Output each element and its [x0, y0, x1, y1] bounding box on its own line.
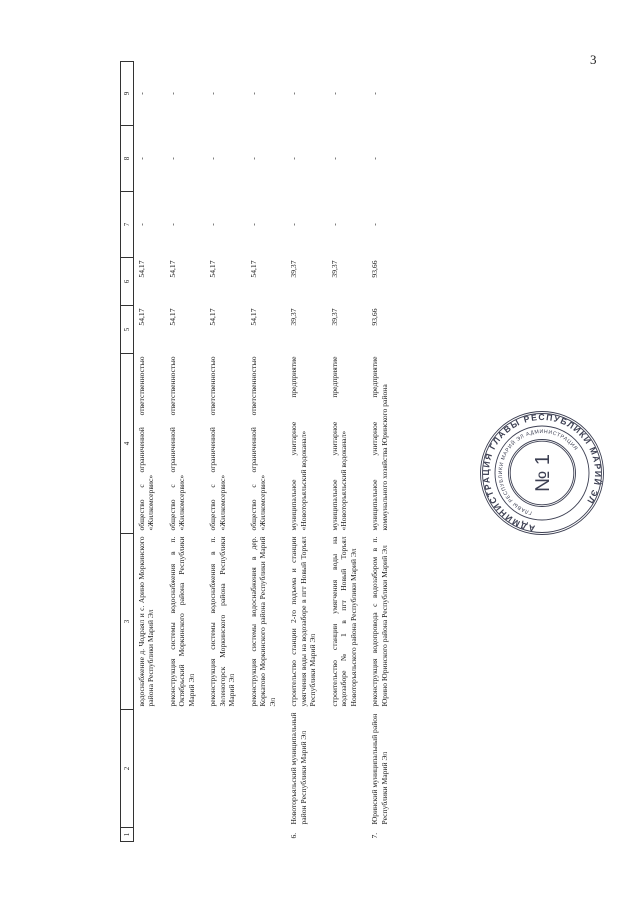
row-number: 6.: [289, 832, 299, 839]
row-number: [246, 828, 286, 842]
value-cell-9: -: [208, 92, 218, 95]
object-cell: реконструкция системы водоснабжения в п. Октябрьский Моркинского района Республики Марий Эл: [167, 536, 196, 707]
value-cell-5: 54,17: [137, 308, 146, 326]
column-number: 5: [121, 306, 134, 354]
operator-cell: муниципальное унитарное предприятие «Новоторъяльский водоканал»: [289, 356, 308, 531]
value-cell-5: 54,17: [167, 308, 177, 326]
value-cell-6: 54,17: [137, 260, 146, 278]
column-number: 4: [121, 354, 134, 534]
object-cell: реконструкция системы водоснабжения в п. Зеленогорск Моркинского района Республики Марий Эл: [208, 536, 237, 707]
official-seal-stamp: [478, 409, 606, 537]
value-cell-6: 54,17: [248, 260, 258, 278]
object-cell: строительство станции 2-го подъема и станции умягчения воды на водозаборе в пгт Новый Торъял Республики Марий Эл: [289, 536, 318, 707]
operator-cell: общество с ограниченной ответственностью «Жилкомсервис»: [208, 356, 227, 531]
value-cell-8: -: [329, 157, 339, 160]
value-cell-7: -: [248, 223, 258, 226]
table-row: [367, 62, 398, 842]
district-cell: [205, 710, 245, 828]
table-row: [205, 62, 245, 842]
column-number: 2: [121, 710, 134, 828]
value-cell-5: 54,17: [208, 308, 218, 326]
value-cell-6: 93,66: [370, 260, 380, 278]
value-cell-8: -: [208, 157, 218, 160]
column-number: 3: [121, 534, 134, 710]
value-cell-5: 39,37: [329, 308, 339, 326]
column-number: 7: [121, 192, 134, 258]
district-cell: [246, 710, 286, 828]
value-cell-9: -: [137, 92, 146, 95]
object-cell: водоснабжение д. Чодраял и с. Арино Моркинского района Республики Марий Эл: [137, 536, 156, 707]
column-number: 8: [121, 126, 134, 192]
value-cell-9: -: [248, 92, 258, 95]
row-number: [165, 828, 205, 842]
page-number: 3: [590, 52, 597, 67]
value-cell-7: -: [329, 223, 339, 226]
operator-cell: муниципальное унитарное предприятие коммунального хозяйства Юринского района: [370, 356, 389, 531]
table-row: [134, 62, 165, 842]
value-cell-7: -: [208, 223, 218, 226]
object-cell: реконструкция водопровода с водозабором в п. Юрино Юринского района Республики Марий Эл: [370, 536, 389, 707]
row-number: [134, 828, 165, 842]
value-cell-8: -: [137, 157, 146, 160]
value-cell-7: -: [167, 223, 177, 226]
column-number: 9: [121, 62, 134, 126]
value-cell-7: -: [289, 223, 299, 226]
value-cell-9: -: [289, 92, 299, 95]
object-cell: строительство станции умягчения воды на водозаборе № 1 в пгт Новый Торъял Новоторъяльского района Республики Марий Эл: [329, 536, 358, 707]
column-number-row: [121, 62, 134, 842]
value-cell-5: 93,66: [370, 308, 380, 326]
value-cell-8: -: [370, 157, 380, 160]
seal-outer-text: АДМИНИСТРАЦИЯ ГЛАВЫ РЕСПУБЛИКИ МАРИЙ ЭЛ: [480, 411, 604, 534]
row-number: [205, 828, 245, 842]
row-number: [327, 828, 367, 842]
value-cell-8: -: [167, 157, 177, 160]
value-cell-9: -: [167, 92, 177, 95]
row-number: 7.: [370, 832, 380, 839]
value-cell-9: -: [370, 92, 380, 95]
operator-cell: общество с ограниченной ответственностью «Жилкомсервис»: [137, 356, 156, 531]
seal-inner-text: ГЛАВЫ РЕСПУБЛИКИ МАРИЙ ЭЛ АДМИНИСТРАЦИЯ: [497, 428, 579, 516]
district-cell: Новоторъяльский муниципальный район Республики Марий Эл: [289, 712, 308, 825]
district-cell: [134, 710, 165, 828]
value-cell-8: -: [289, 157, 299, 160]
register-table: [120, 61, 398, 842]
value-cell-6: 39,37: [329, 260, 339, 278]
operator-cell: муниципальное унитарное предприятие «Новоторъяльский водоканал»: [329, 356, 349, 531]
value-cell-8: -: [248, 157, 258, 160]
operator-cell: общество с ограниченной ответственностью «Жилкомсервис»: [167, 356, 187, 531]
value-cell-7: -: [137, 223, 146, 226]
value-cell-6: 54,17: [208, 260, 218, 278]
column-number: 1: [121, 828, 134, 842]
table-row: [165, 62, 205, 842]
seal-center-number: № 1: [532, 453, 554, 493]
value-cell-5: 39,37: [289, 308, 299, 326]
value-cell-7: -: [370, 223, 380, 226]
column-number: 6: [121, 258, 134, 306]
district-cell: [165, 710, 205, 828]
value-cell-6: 39,37: [289, 260, 299, 278]
district-cell: [327, 710, 367, 828]
object-cell: реконструкция системы водоснабжения в дер. Коркатово Моркинского района Республики Марий Эл: [248, 536, 277, 707]
value-cell-9: -: [329, 92, 339, 95]
value-cell-5: 54,17: [248, 308, 258, 326]
table-row: [327, 62, 367, 842]
value-cell-6: 54,17: [167, 260, 177, 278]
district-cell: Юринский муниципальный район Республики Марий Эл: [370, 713, 389, 825]
table-row: [246, 62, 286, 842]
operator-cell: общество с ограниченной ответственностью «Жилкомсервис»: [248, 356, 268, 531]
table-row: [286, 62, 326, 842]
